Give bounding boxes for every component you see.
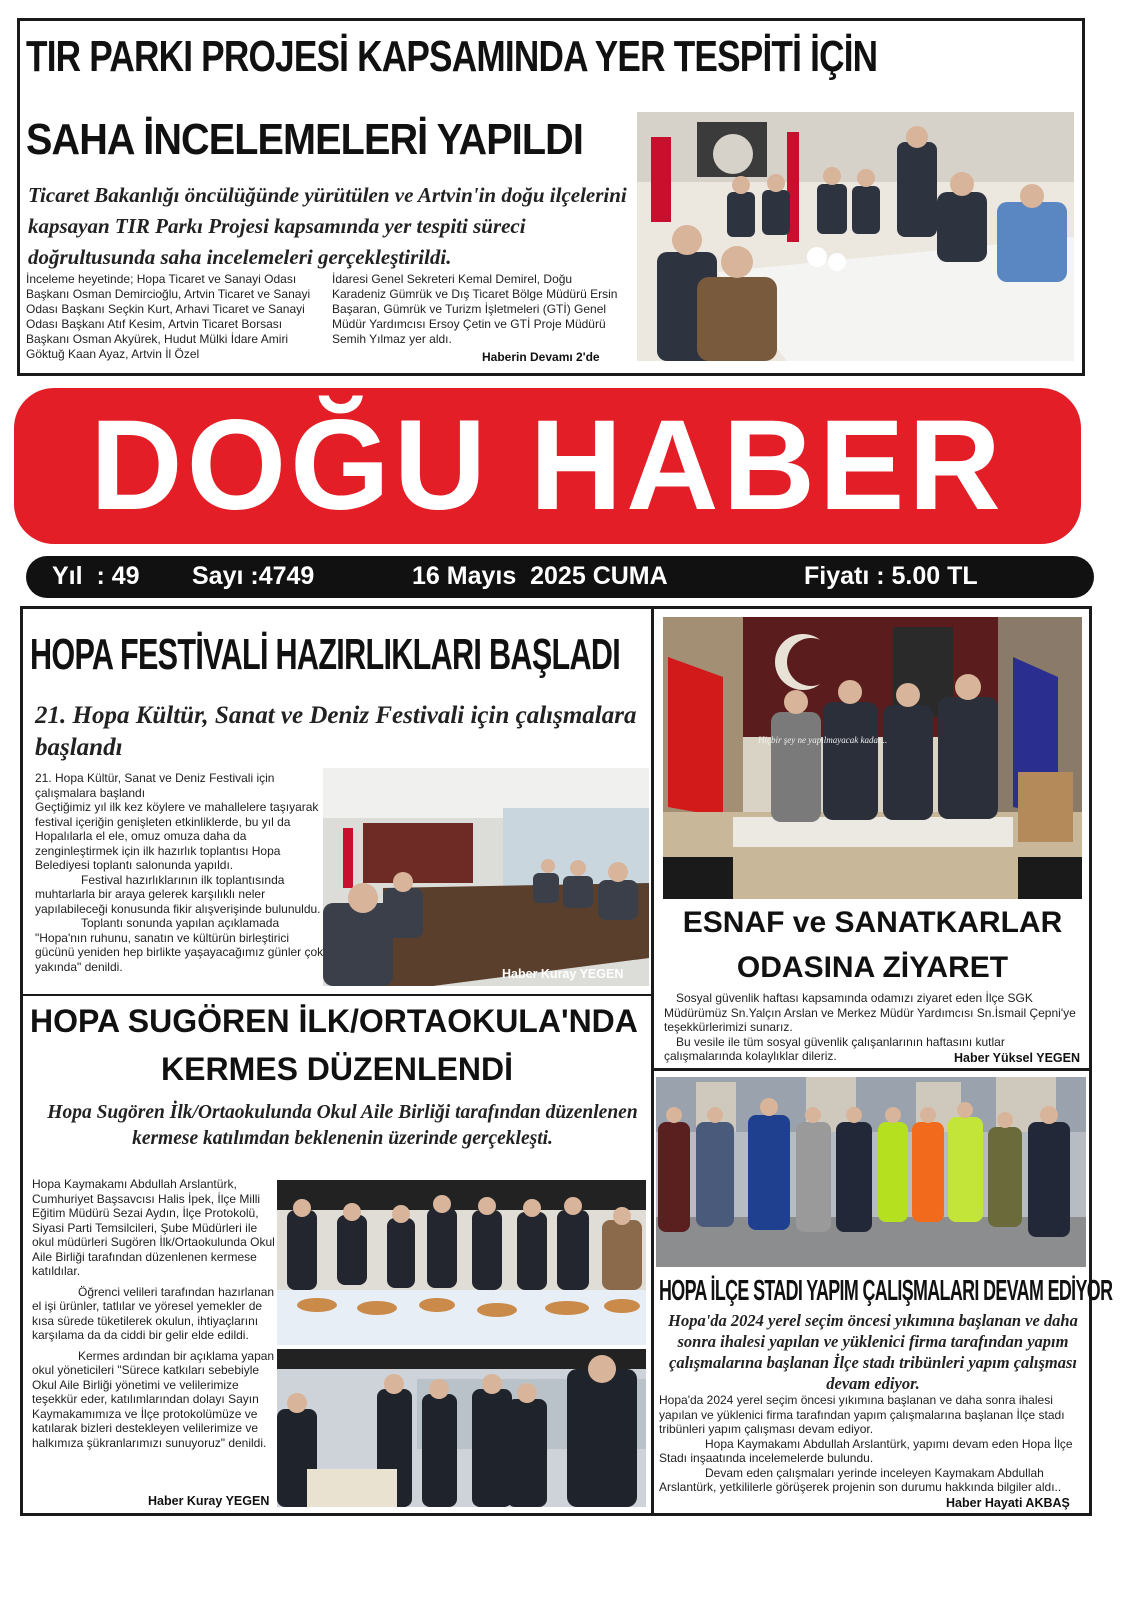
right-row-divider — [653, 1068, 1090, 1071]
kermes-p3: Kermes ardından bir açıklama yapan okul yöneticileri "Sürece katkıları sebebiyle Okul Aile Birliği yönetimi ve velilerimize teşekkür eder, katılımlarından dolayı Sayın Kaymakamımıza ve İlçe protokolümüze ve katılarak bizleri destekleyen velilerimize ve halkımıza şükranlarımızı sunuyoruz" denildi. — [32, 1348, 275, 1450]
esnaf-p1: Sosyal güvenlik haftası kapsamında odamızı ziyaret eden İlçe SGK Müdürümüz Sn.Yalçın Arslan ve Merkez Müdür Yardımcısı Sn.İsmail Çepni'ye teşekkürlerimizi sunarız. — [664, 991, 1076, 1034]
left-row-divider — [22, 994, 652, 996]
esnaf-headline-line2: ODASINA ZİYARET — [736, 951, 1009, 984]
top-story-headline-line2: SAHA İNCELEMELERİ YAPILDI — [26, 115, 583, 164]
esnaf-credit: Haber Yüksel YEGEN — [954, 1051, 1080, 1065]
kermes-subhead: Hopa Sugören İlk/Ortaokulunda Okul Aile Birliği tarafından düzenlenen kermese katılımdan beklenenin üzerinde gerçekleşti. — [47, 1102, 638, 1149]
top-story-body-col2: İdaresi Genel Sekreteri Kemal Demirel, Doğu Karadeniz Gümrük ve Dış Ticaret Bölge Müdürü Ersin Başaran, Gümrük ve Turizm İşletmeleri (GTİ) Genel Müdür Yardımcısı Ersoy Çetin ve GTİ Proje Müdürü Semih Yılmaz yer aldı. — [332, 272, 618, 346]
kermes-headline-line2: KERMES DÜZENLENDİ — [161, 1051, 514, 1087]
issue-date: 16 Mayıs 2025 CUMA — [412, 562, 668, 590]
festival-body — [35, 771, 325, 974]
festival-photo-credit: Haber Kuray YEGEN — [502, 967, 624, 981]
column-divider — [651, 608, 654, 1514]
kermes-p1: Hopa Kaymakamı Abdullah Arslantürk, Cumhuriyet Başsavcısı Halis İpek, İlçe Milli Eğitim Müdürü Sezai Aydın, İlçe Protokolü, Siyasi Parti Temsilcileri, Şube Müdürleri ile okul müdürleri Sugören İlk/Ortaokulunda Okul Aile Birliği tarafından düzenlenen kermese katıldılar. — [32, 1177, 275, 1278]
festival-p3: Festival hazırlıklarının ilk toplantısında muhtarlarla bir araya gelerek karşılıklı neler yapılabileceği konusunda fikir alışverişinde bulunuldu. — [35, 872, 321, 916]
meeting-photo — [637, 112, 1074, 361]
stadium-subhead: Hopa'da 2024 yerel seçim öncesi yıkımına başlanan ve daha sonra ihalesi yapılan ve yüklenici firma tarafından yapım çalışmalarına başlanan İlçe stadı tribünleri yapım çalışması devam ediyor. — [668, 1311, 1078, 1393]
esnaf-visit-photo — [663, 617, 1082, 899]
top-story-body-col1: İnceleme heyetinde; Hopa Ticaret ve Sanayi Odası Başkanı Osman Demircioğlu, Artvin Ticaret ve Sanayi Odası Başkanı Seçkin Kurt, Arhavi Ticaret ve Sanayi Odası Başkanı Atıf Kesim, Artvin Ticaret Borsası Başkanı Osman Akyürek, Hudut Mülki İdare Amiri Göktuğ Kaan Ayaz, Artvin İl Özel — [26, 272, 311, 361]
festival-p2: Geçtiğimiz yıl ilk kez köylere ve mahallelere taşıyarak festival içeriğin genişleten etkinliklerde, bu yıl da Hopalılarla el ele, omuz omuza daha da zenginleştirmek için ilk hazırlık toplantısı Hopa Belediyesi toplantı salonunda yapıldı. — [35, 800, 319, 872]
festival-p1: 21. Hopa Kültür, Sanat ve Deniz Festivali için çalışmalara başlandı — [35, 771, 275, 800]
stadium-p3: Devam eden çalışmaları yerinde inceleyen Kaymakam Abdullah Arslantürk, yetkililerle görüşerek projenin son durumu hakkında bilgiler aldı.. — [659, 1465, 1062, 1494]
kermes-group-photo — [277, 1180, 646, 1345]
stadium-credit: Haber Hayati AKBAŞ — [946, 1496, 1070, 1510]
esnaf-p2: Bu vesile ile tüm sosyal güvenlik çalışanlarının haftasını kutlar çalışmalarında kolaylıklar dileriz. — [664, 1034, 1005, 1063]
festival-p4: Toplantı sonunda yapılan açıklamada "Hopa'nın ruhunu, sanatın ve kültürün birleştirici gücünü yeniden hep birlikte yaşayacağımız günler çok yakında" denildi. — [35, 916, 324, 974]
festival-headline: HOPA FESTİVALİ HAZIRLIKLARI BAŞLADI — [30, 630, 621, 679]
festival-subhead: 21. Hopa Kültür, Sanat ve Deniz Festivali için çalışmalara başlandı — [35, 702, 637, 761]
esnaf-headline-line1: ESNAF ve SANATKARLAR — [682, 906, 1063, 939]
kermes-headline-line1: HOPA SUGÖREN İLK/ORTAOKULA'NDA — [30, 1003, 638, 1039]
stadium-p1: Hopa'da 2024 yerel seçim öncesi yıkımına başlanan ve daha sonra ihalesi yapılan ve yüklenici firma tarafından yapım çalışmalarına başlanan İlçe stadı tribünleri yapım çalışması devam ediyor. — [659, 1393, 1065, 1436]
stadium-p2: Hopa Kaymakamı Abdullah Arslantürk, yapımı devam eden Hopa İlçe Stadı inşaatında incelemelerde bulundu. — [659, 1436, 1073, 1465]
kermes-credit: Haber Kuray YEGEN — [148, 1494, 270, 1508]
top-story-continued: Haberin Devamı 2'de — [482, 350, 600, 364]
kermes-p2: Öğrenci velileri tarafından hazırlanan el işi ürünler, tatlılar ve yöresel yemekler de kısa sürede tüketilerek okulun, ihtiyaçlarını karşılama da da ciddi bir gelir elde edildi. — [32, 1284, 275, 1342]
issue-price: Fiyatı : 5.00 TL — [804, 562, 978, 590]
stadium-body — [659, 1393, 1087, 1495]
masthead-title: DOĞU HABER — [90, 394, 1005, 537]
kermes-body — [32, 1177, 276, 1450]
top-story-headline-line1: TIR PARKI PROJESİ KAPSAMINDA YER TESPİTİ İÇİN — [26, 32, 878, 81]
top-story-subhead: Ticaret Bakanlığı öncülüğünde yürütülen ve Artvin'in doğu ilçelerini kapsayan TIR Parkı Projesi kapsamında yer tespiti süreci doğrultusunda saha incelemeleri gerçekleştirildi. — [28, 183, 627, 269]
year-label: Yıl : 49 — [52, 562, 140, 590]
issue-number: Sayı :4749 — [192, 562, 315, 590]
kermes-buffet-photo — [277, 1349, 646, 1507]
esnaf-photo-slogan: Hiçbir şey ne yapılmayacak kadar... — [758, 735, 888, 745]
stadium-headline: HOPA İLÇE STADI YAPIM ÇALIŞMALARI DEVAM EDİYOR — [659, 1275, 1113, 1307]
stadium-site-photo — [656, 1077, 1086, 1267]
festival-meeting-photo — [323, 768, 649, 986]
